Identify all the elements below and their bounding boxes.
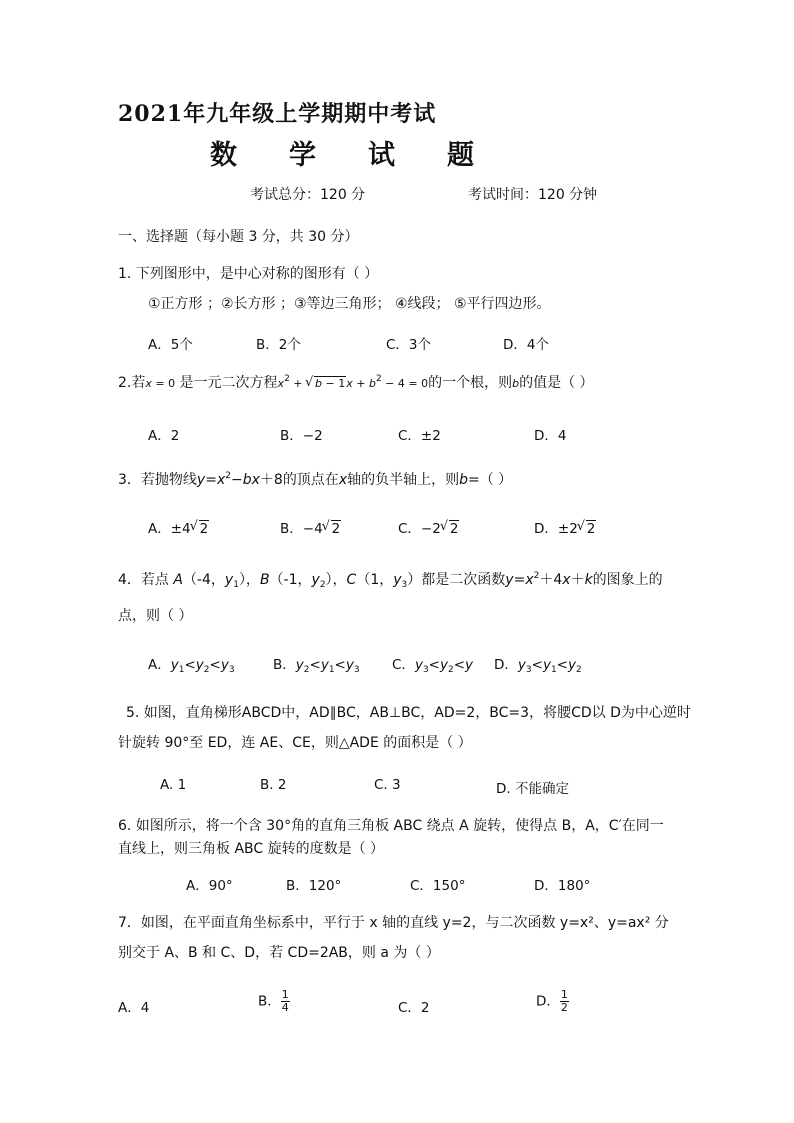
q5-option-b: B. 2 — [260, 777, 287, 793]
q2-option-a: A．2 — [148, 428, 180, 444]
q4-option-a: A．$y_1<y_2<y_3$ — [148, 657, 235, 675]
q7-option-c: C．2 — [398, 1000, 430, 1016]
q5-option-a: A. 1 — [160, 777, 187, 793]
q5-option-c: C. 3 — [374, 777, 401, 793]
question-4-line-2: 点，则（ ） — [118, 608, 193, 624]
q2-option-c: C．±2 — [398, 428, 441, 444]
q2-option-b: B．−2 — [280, 428, 323, 444]
question-1-items: ①正方形 ；②长方形 ；③等边三角形； ④线段； ⑤平行四边形。 — [148, 296, 551, 312]
q3-option-b: B．−4√ 2 — [280, 517, 341, 537]
q4-option-d: D．$y_3<y_1<y_2$ — [494, 657, 582, 675]
q4-option-c: C．$y_3<y_2<y$ — [392, 657, 474, 675]
q3-option-d: D．±2√ 2 — [534, 517, 596, 537]
q6-option-b: B．120° — [286, 878, 342, 894]
section-title: 一、选择题（每小题 3 分，共 30 分） — [118, 229, 359, 245]
q4-option-b: B．$y_2<y_1<y_3$ — [273, 657, 360, 675]
q7-option-b: B． $\frac{1}{4}$ — [258, 988, 289, 1014]
question-3-stem: 3．若抛物线$y=x^2-bx+8$的顶点在x轴的负半轴上，则b=（ ） — [118, 471, 513, 488]
subject-title: 数学试题 — [210, 140, 526, 171]
q1-option-a: A．5个 — [148, 337, 193, 353]
q1-option-d: D．4个 — [503, 337, 549, 353]
q5-option-d: D. 不能确定 — [496, 781, 569, 797]
question-7-line-2: 别交于 A、B 和 C、D，若 CD=2AB，则 a 为（ ） — [118, 945, 440, 961]
q1-option-c: C．3个 — [386, 337, 432, 353]
q1-option-b: B．2个 — [256, 337, 301, 353]
question-5-line-1: 5. 如图，直角梯形ABCD中，AD∥BC，AB⊥BC，AD=2，BC=3，将腰CD以 D为中心逆时 — [126, 705, 691, 721]
q7-option-a: A．4 — [118, 1000, 150, 1016]
q3-option-a: A．±4√ 2 — [148, 517, 209, 537]
q6-option-d: D．180° — [534, 878, 591, 894]
total-score: 考试总分：120 分 — [250, 187, 366, 203]
question-6-line-1: 6. 如图所示，将一个含 30°角的直角三角板 ABC 绕点 A 旋转，使得点 B，A，C′在同一 — [118, 818, 664, 834]
q7-option-d: D． $\frac{1}{2}$ — [536, 988, 568, 1014]
exam-duration: 考试时间：120 分钟 — [468, 187, 598, 203]
q6-option-c: C．150° — [410, 878, 466, 894]
q6-option-a: A．90° — [186, 878, 233, 894]
question-4-line-1: 4．若点 A（-4，$y_1$），B（-1，$y_2$），C（1，$y_3$）都是二次函数$y=x^2+4x+k$的图象上的 — [118, 571, 663, 590]
question-1-stem: 1. 下列图形中，是中心对称的图形有（ ） — [118, 266, 379, 282]
exam-title: 2021年九年级上学期期中考试 — [118, 101, 437, 127]
question-5-line-2: 针旋转 90°至 ED，连 AE、CE，则△ADE 的面积是（ ） — [118, 735, 472, 751]
q3-option-c: C．−2√ 2 — [398, 517, 459, 537]
question-2-stem: 2.若x = 0 是一元二次方程$x^2$ + √ $b - 1x + b^2 - 4 = 0$的一个根，则b的值是（ ） — [118, 372, 594, 392]
question-6-line-2: 直线上，则三角板 ABC 旋转的度数是（ ） — [118, 841, 385, 857]
question-7-line-1: 7．如图，在平面直角坐标系中，平行于 x 轴的直线 y=2，与二次函数 y=x²、y=ax² 分 — [118, 915, 669, 931]
q2-option-d: D．4 — [534, 428, 567, 444]
